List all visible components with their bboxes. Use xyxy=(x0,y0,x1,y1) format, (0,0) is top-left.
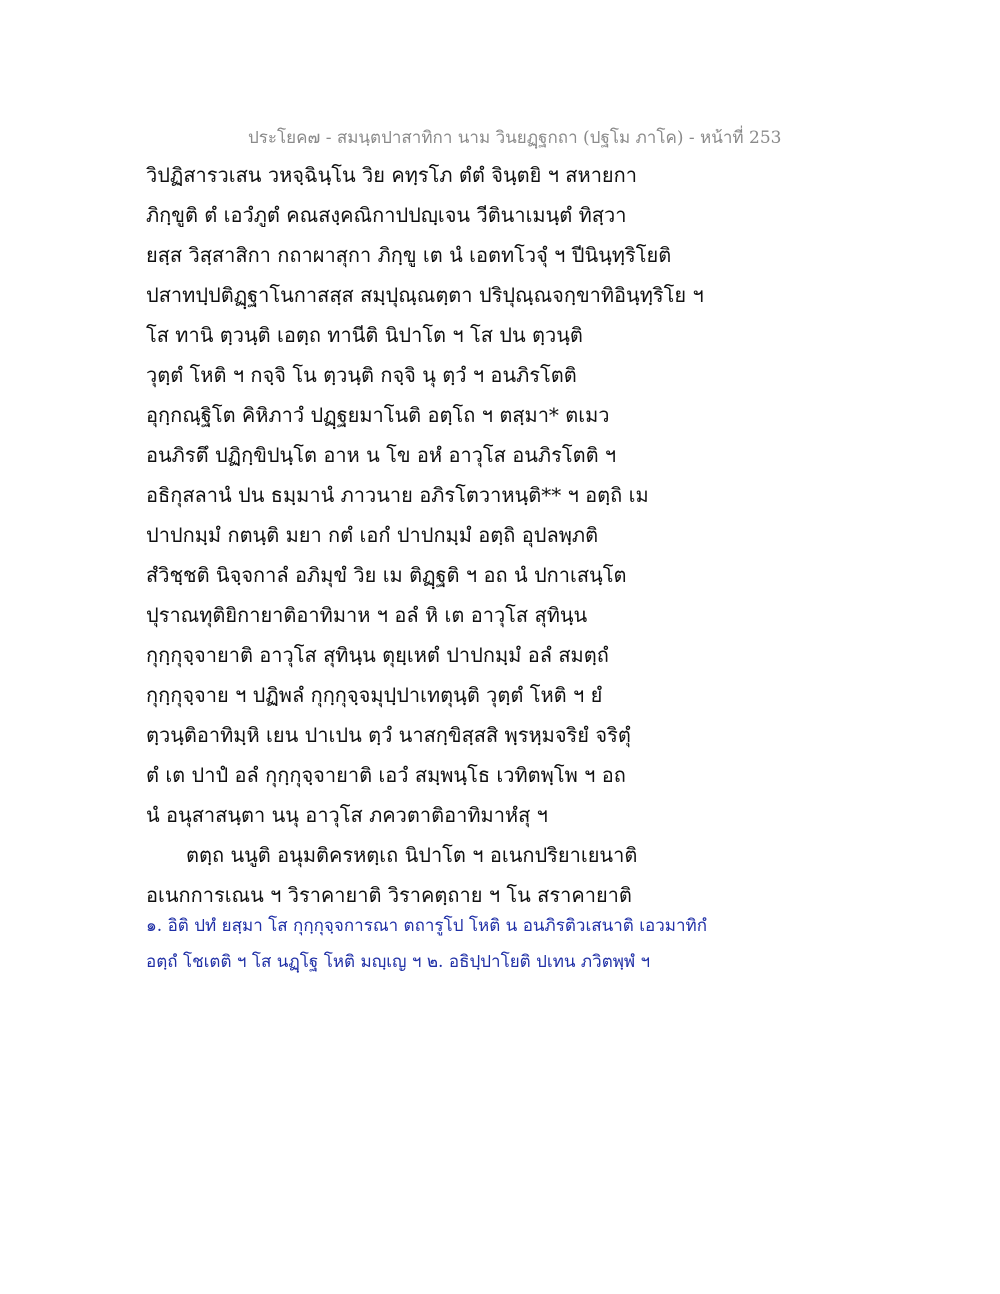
text-line: ปุราณทุติยิกายาติอาทิมาห ฯ อลํ หิ เต อาวุโส สุทินฺน xyxy=(146,603,588,627)
footnotes xyxy=(146,910,766,982)
body-text xyxy=(146,158,766,918)
text-line: ตฺวนฺติอาทิมฺหิ เยน ปาเปน ตฺวํ นาสกฺขิสฺสสิ พฺรหฺมจริยํ จริตุํ xyxy=(146,723,631,747)
text-line: กุกฺกุจฺจายาติ อาวุโส สุทินฺน ตุยฺเหตํ ปาปกมฺมํ อลํ สมตฺถํ xyxy=(146,643,609,667)
text-line: อุกฺกณฺฐิโต คิหิภาวํ ปฏฺฐยมาโนติ อตฺโถ ฯ ตสฺมา* ตเมว xyxy=(146,403,610,427)
text-line: ปสาทปฺปติฏฺฐาโนกาสสฺส สมฺปุณฺณตฺตา ปริปุณฺณจกฺขาทิอินฺทฺริโย ฯ xyxy=(146,283,704,307)
text-line: โส ทานิ ตฺวนฺติ เอตฺถ ทานีติ นิปาโต ฯ โส ปน ตฺวนฺติ xyxy=(146,323,583,347)
paragraph-start-line: ตตฺถ นนูติ อนุมติครหตฺเถ นิปาโต ฯ อเนกปริยาเยนาติ xyxy=(186,843,638,867)
text-line: อธิกุสลานํ ปน ธมฺมานํ ภาวนาย อภิรโตวาหนฺติ** ฯ อตฺถิ เม xyxy=(146,483,649,507)
text-line: อนภิรตึ ปฏิกฺขิปนฺโต อาห น โข อหํ อาวุโส อนภิรโตติ ฯ xyxy=(146,443,617,467)
text-line: วิปฏิสารวเสน วหจฺฉินฺโน วิย คทฺรโภ ตํตํ จินฺตยิ ฯ สหายกา xyxy=(146,163,637,187)
text-line: นํ อนุสาสนฺตา นนุ อาวุโส ภควตาติอาทิมาหํสุ ฯ xyxy=(146,803,548,827)
footnote-line: อตฺถํ โชเตติ ฯ โส นฏฺโฐ โหติ มญฺเญ ฯ ๒. อธิปฺปาโยติ ปเทน ภวิตพฺพํ ฯ xyxy=(146,952,651,972)
text-line: อเนกการเณน ฯ วิราคายาติ วิราคตฺถาย ฯ โน สราคายาติ xyxy=(146,883,632,907)
text-line: สํวิชฺชติ นิจฺจกาลํ อภิมุขํ วิย เม ติฏฺฐติ ฯ อถ นํ ปกาเสนฺโต xyxy=(146,563,627,587)
text-line: ปาปกมฺมํ กตนฺติ มยา กตํ เอกํ ปาปกมฺมํ อตฺถิ อุปลพฺภติ xyxy=(146,523,599,547)
footnote-line: ๑. อิติ ปทํ ยสฺมา โส กุกฺกุจฺจการณา ตถารูโป โหติ น อนภิรติวเสนาติ เอวมาทิกํ xyxy=(146,916,708,936)
text-line: วุตฺตํ โหติ ฯ กจฺจิ โน ตฺวนฺติ กจฺจิ นุ ตฺวํ ฯ อนภิรโตติ xyxy=(146,363,577,387)
page-header: ประโยค๗ - สมนฺตปาสาทิกา นาม วินยฏฺฐกถา (ปฐโม ภาโค) - หน้าที่ 253 xyxy=(248,128,782,148)
text-line: ยสฺส วิสฺสาสิกา กถาผาสุกา ภิกฺขู เต นํ เอตทโวจุํ ฯ ปีนินฺทฺริโยติ xyxy=(146,243,672,267)
text-line: กุกฺกุจฺจาย ฯ ปฏิพลํ กุกฺกุจฺจมุปฺปาเทตุนฺติ วุตฺตํ โหติ ฯ ยํ xyxy=(146,683,603,707)
text-line: ภิกฺขูติ ตํ เอวํภูตํ คณสงฺคณิกาปปญฺเจน วีตินาเมนฺตํ ทิสฺวา xyxy=(146,203,627,227)
text-line: ตํ เต ปาปํ อลํ กุกฺกุจฺจายาติ เอวํ สมฺพนฺโธ เวทิตพฺโพ ฯ อถ xyxy=(146,763,626,787)
